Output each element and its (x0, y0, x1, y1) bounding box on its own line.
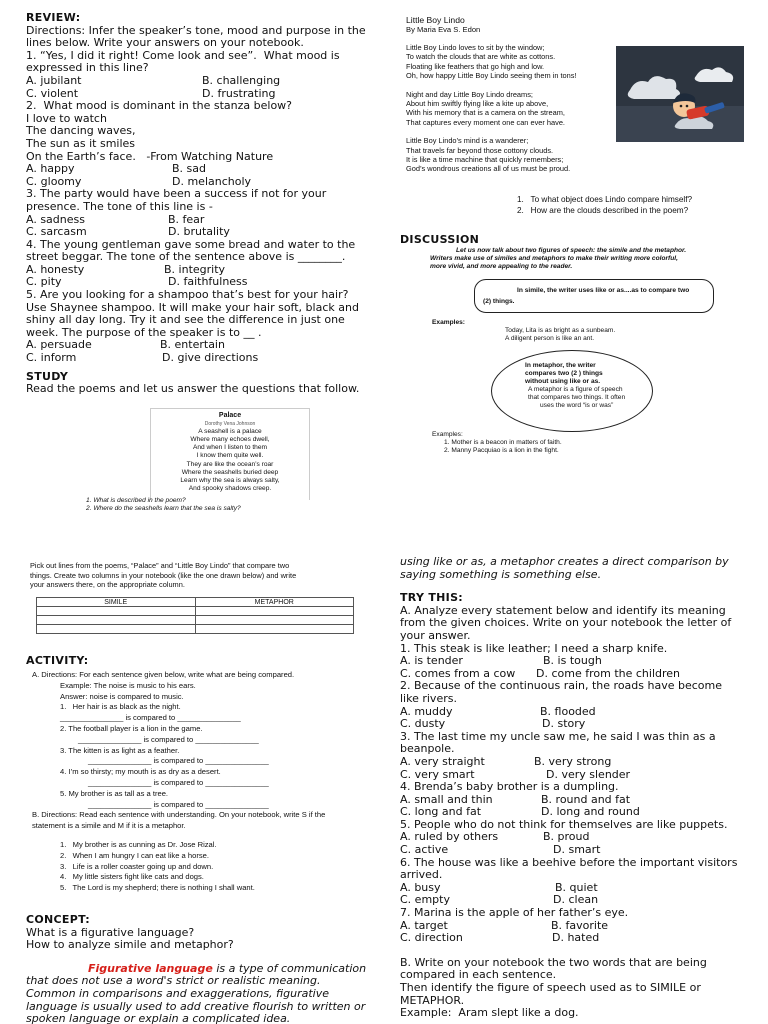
poem-line: I know them quite well. (196, 452, 264, 460)
try-this-heading: TRY THIS: (400, 591, 463, 605)
option: C. violent (26, 86, 79, 100)
option: B. sad (172, 162, 206, 176)
option: A. sadness (26, 212, 85, 226)
try-q5: 5. People who do not think for themselves are like puppets. (400, 817, 728, 831)
try-a-directions: A. Analyze every statement below and identify its meaning (400, 603, 726, 617)
review-q5-line: week. The purpose of the speaker is to __ . (26, 325, 262, 339)
option: B. challenging (202, 73, 281, 87)
lindo-line: It is like a time machine that quickly remembers; (406, 155, 564, 165)
option: A. muddy (400, 704, 453, 718)
review-q1-line2: expressed in this line? (26, 61, 149, 75)
try-b-directions: compared in each sentence. (400, 968, 557, 982)
lindo-author: By Maria Eva S. Edon (406, 25, 481, 34)
option-row (26, 75, 368, 88)
review-q2-line: I love to watch (26, 111, 107, 125)
try-q2: like rivers. (400, 691, 457, 705)
option: D. come from the children (536, 666, 680, 680)
metaphor-line: A metaphor is a figure of speech (528, 386, 623, 394)
poem-title: Palace (218, 412, 242, 419)
option: D. faithfulness (168, 275, 248, 289)
pick-line: Pick out lines from the poems, “Palace” and “Little Boy Lindo” that compare two (30, 561, 290, 570)
table-cell (195, 607, 354, 616)
discussion-intro-line: more vivid, and more appealing to the reader. (430, 263, 573, 271)
option: D. give directions (162, 351, 259, 365)
option: A. ruled by others (400, 830, 499, 844)
option: A. happy (26, 162, 75, 176)
option: B. round and fat (541, 792, 631, 806)
col-simile: SIMILE (37, 598, 196, 607)
option: C. comes from a cow (400, 666, 516, 680)
lindo-line: Floating like feathers that go high and low. (406, 61, 545, 71)
try-q6: 6. The house was like a beehive before the important visitors (400, 855, 738, 869)
lindo-questions (517, 194, 757, 216)
try-q3: 3. The last time my uncle saw me, he said I was thin as a (400, 729, 716, 743)
metaphor-example: 2. Manny Pacquiao is a lion in the fight. (444, 447, 559, 455)
option: A. busy (400, 880, 441, 894)
palace-poem (150, 412, 310, 493)
lindo-line: With his memory that is a camera on the stream, (406, 108, 565, 118)
lindo-line: Oh, how happy Little Boy Lindo seeing them in tons! (406, 71, 577, 81)
concept-text: that does not use a word's strict or realistic meaning. (26, 974, 321, 988)
review-q1-line1: 1. “Yes, I did it right! Come look and see”. What mood is (26, 48, 340, 62)
pick-instructions (30, 561, 360, 590)
metaphor-definition (500, 362, 650, 411)
option: D. brutality (168, 225, 230, 239)
activity-b-item: 5. The Lord is my shepherd; there is nothing I shall want. (60, 883, 255, 893)
lindo-line: Night and day Little Boy Lindo dreams; (406, 89, 533, 99)
simile-definition (483, 285, 713, 307)
try-a-directions: from the given choices. Write on your notebook the letter of (400, 616, 732, 630)
concept-heading: CONCEPT: (26, 913, 90, 926)
lindo-poem (406, 15, 646, 174)
activity-b-item: 4. My little sisters fight like cats and dogs. (60, 872, 204, 882)
activity-a (32, 670, 372, 894)
option: C. pity (26, 275, 62, 289)
table-cell (37, 607, 196, 616)
concept-section (26, 914, 368, 1024)
review-q2-line: The sun as it smiles (26, 136, 136, 150)
lindo-question: 1. To what object does Lindo compare himself? (517, 195, 693, 204)
option: B. fear (168, 212, 205, 226)
option: B. entertain (160, 338, 225, 352)
option-row (400, 769, 742, 782)
activity-item: 3. The kitten is as light as a feather. (60, 745, 180, 755)
option: D. hated (552, 931, 600, 945)
option-row (26, 276, 368, 289)
try-a-directions: your answer. (400, 628, 471, 642)
option-row (400, 894, 742, 907)
poem-line: They are like the ocean’s roar (186, 460, 274, 468)
option: D. clean (553, 893, 599, 907)
option-row (26, 88, 368, 101)
option: C. direction (400, 931, 463, 945)
try-b-directions: METAPHOR. (400, 993, 465, 1007)
lindo-line: Little Boy Lindo loves to sit by the window; (406, 43, 545, 52)
concept-text: Common in comparisons and exaggerations, figurative (26, 986, 329, 1000)
option-row (26, 226, 368, 239)
try-b-directions: Then identify the figure of speech used as to SIMILE or (400, 981, 701, 994)
col-metaphor: METAPHOR (195, 598, 354, 607)
activity-b-directions: B. Directions: Read each sentence with understanding. On your notebook, write S if the (32, 810, 326, 820)
review-q5-line: 5. Are you looking for a shampoo that’s best for your hair? (26, 288, 349, 302)
activity-blank: _______________ is compared to _______________ (88, 756, 269, 766)
option: C. gloomy (26, 174, 82, 188)
table-cell (37, 616, 196, 625)
option: C. dusty (400, 717, 446, 731)
review-q4-line: 4. The young gentleman gave some bread and water to the (26, 237, 356, 251)
activity-item: 2. The football player is a lion in the game. (60, 723, 203, 733)
option: D. story (542, 717, 586, 731)
option: D. melancholy (172, 174, 252, 188)
option: B. quiet (555, 880, 598, 894)
poem-line: A seashell is a palace (198, 428, 262, 436)
figurative-language-term: Figurative language (88, 961, 213, 975)
poem-line: Learn why the sea is always salty, (180, 476, 280, 484)
table-cell (195, 616, 354, 625)
option: B. integrity (164, 262, 226, 276)
poem-line: And when I listen to them (192, 444, 268, 452)
simile-definition-line: In simile, the writer uses like or as....as to compare two (517, 287, 690, 294)
option: A. persuade (26, 338, 92, 352)
boy-flying-illustration (616, 46, 744, 142)
simile-definition-line: (2) things. (483, 298, 515, 305)
simile-example: Today, Lita is as bright as a sunbeam. (505, 327, 616, 334)
discussion-heading: DISCUSSION (400, 233, 480, 246)
concept-question: How to analyze simile and metaphor? (26, 938, 234, 952)
option-row (26, 176, 368, 189)
review-q5-line: Use Shaynee shampoo. It will make your hair soft, black and (26, 300, 359, 314)
lindo-line: Little Boy Lindo’s mind is a wanderer; (406, 136, 529, 146)
poem-line: Where many echoes dwell, (190, 436, 270, 444)
option: D. frustrating (202, 86, 276, 100)
option: B. flooded (540, 704, 596, 718)
option-row (400, 844, 742, 857)
table-cell (195, 625, 354, 634)
review-q2-line: The dancing waves, (26, 124, 136, 138)
metaphor-line: In metaphor, the writer (525, 362, 596, 369)
discussion-intro-line: Writers make use of similes and metaphors to make their writing more colorful, (430, 255, 678, 263)
lindo-title: Little Boy Lindo (406, 15, 465, 25)
option-row (26, 352, 368, 365)
concept-question: What is a figurative language? (26, 925, 195, 939)
try-q4: 4. Brenda’s baby brother is a dumpling. (400, 780, 619, 794)
option-row (26, 163, 368, 176)
try-q3: beanpole. (400, 742, 455, 756)
activity-b-directions: statement is a simile and M if it is a metaphor. (32, 821, 186, 831)
simile-metaphor-table (36, 597, 354, 634)
activity-blank: _______________ is compared to _______________ (88, 777, 269, 787)
concept-text: is a type of communication (212, 961, 367, 975)
poem-line: Where the seashells buried deep (181, 468, 279, 476)
option-row (400, 756, 742, 769)
activity-blank: _______________ is compared to _______________ (60, 713, 241, 723)
discussion-intro (430, 247, 740, 271)
option: B. is tough (543, 654, 602, 668)
review-q3-line: 3. The party would have been a success if not for your (26, 187, 327, 201)
option: A. small and thin (400, 792, 493, 806)
option: A. target (400, 918, 448, 932)
activity-b-item: 3. Life is a roller coaster going up and down. (60, 861, 214, 871)
option-row (400, 932, 742, 945)
study-text: Read the poems and let us answer the questions that follow. (26, 382, 360, 396)
lindo-line: God’s wondrous creations all of us must be proud. (406, 164, 571, 174)
review-section (26, 12, 368, 396)
option: D. long and round (541, 805, 640, 819)
palace-question: 2. Where do the seashells learn that the sea is salty? (86, 505, 241, 513)
activity-blank: _______________ is compared to _______________ (78, 734, 259, 744)
option: A. very straight (400, 754, 485, 768)
poem-line: And spooky shadows creep. (188, 484, 272, 492)
activity-b-item: 2. When I am hungry I can eat like a horse. (60, 850, 209, 860)
metaphor-line: uses the word “is or was” (540, 402, 614, 410)
activity-a-directions: A. Directions: For each sentence given below, write what are being compared. (32, 670, 295, 679)
option: B. very strong (534, 754, 612, 768)
metaphor-examples-label: Examples: (432, 431, 463, 438)
option: C. empty (400, 893, 450, 907)
try-b-directions: B. Write on your notebook the two words that are being (400, 955, 707, 969)
lindo-line: That travels far beyond those cottony clouds. (406, 145, 554, 155)
activity-b-item: 1. My brother is as cunning as Dr. Jose Rizal. (60, 839, 217, 849)
discussion-intro-line: Let us now talk about two figures of speech: the simile and the metaphor. (456, 247, 687, 254)
lindo-line: That captures every moment one can ever have. (406, 117, 565, 127)
activity-item: 1. Her hair is as black as the night. (60, 702, 181, 712)
review-directions-2: lines below. Write your answers on your notebook. (26, 36, 304, 50)
try-this-section (400, 556, 742, 1020)
pick-line: things. Create two columns in your notebook (like the one drawn below) and write (30, 570, 297, 580)
option: A. honesty (26, 262, 85, 276)
lindo-line: To watch the clouds that are white as cottons. (406, 52, 556, 62)
poem-author: Dorothy Vena Johnson (204, 421, 256, 428)
activity-item: 5. My brother is as tall as a tree. (60, 788, 169, 798)
concept-text: language is usually used to add creative flourish to written or (26, 999, 366, 1013)
palace-questions (86, 497, 326, 513)
metaphor-line: that compares two things. It often (528, 394, 626, 402)
option: B. favorite (551, 918, 609, 932)
metaphor-continued: saying something is something else. (400, 567, 602, 581)
examples-label: Examples: (432, 319, 465, 326)
metaphor-line: without using like or as. (525, 378, 601, 386)
option-row (400, 655, 742, 668)
option-row (400, 718, 742, 731)
try-q7: 7. Marina is the apple of her father’s eye. (400, 906, 629, 920)
review-directions-1: Directions: Infer the speaker’s tone, mood and purpose in the (26, 23, 366, 37)
review-q5-line: shiny all day long. Try it and see the difference in just one (26, 313, 345, 327)
option: C. very smart (400, 767, 475, 781)
metaphor-line: compares two (2 ) things (525, 370, 603, 378)
activity-heading: ACTIVITY: (26, 654, 89, 667)
review-q2-line: 2. What mood is dominant in the stanza below? (26, 99, 293, 113)
review-q4-line: street beggar. The tone of the sentence above is ________. (26, 250, 346, 264)
option: D. very slender (546, 767, 631, 781)
review-q2-line: On the Earth’s face. -From Watching Nature (26, 149, 274, 163)
palace-question: 1. What is described in the poem? (86, 497, 186, 504)
option: A. jubilant (26, 73, 82, 87)
try-b-example: Example: Aram slept like a dog. (400, 1006, 579, 1020)
lindo-question: 2. How are the clouds described in the poem? (517, 206, 689, 215)
metaphor-example: 1. Mother is a beacon in matters of faith. (444, 439, 562, 447)
activity-item: 4. I’m so thirsty; my mouth is as dry as a desert. (60, 767, 221, 777)
option: C. inform (26, 351, 77, 365)
simile-examples (505, 327, 735, 343)
study-heading: STUDY (26, 369, 69, 383)
concept-text: spoken language or explain a complicated idea. (26, 1012, 291, 1024)
option: C. sarcasm (26, 225, 87, 239)
option: C. long and fat (400, 805, 482, 819)
metaphor-continued: using like or as, a metaphor creates a direct comparison by (400, 555, 729, 568)
review-heading: REVIEW: (26, 11, 81, 24)
option: B. proud (543, 830, 590, 844)
metaphor-examples (432, 431, 692, 455)
table-cell (37, 625, 196, 634)
activity-blank: _______________ is compared to _______________ (88, 799, 269, 809)
simile-example: A diligent person is like an ant. (505, 335, 595, 343)
try-q6: arrived. (400, 868, 443, 882)
option-row (400, 668, 742, 681)
option: D. smart (553, 843, 601, 857)
option: A. is tender (400, 654, 463, 668)
lindo-line: About him swiftly flying like a kite up above, (406, 99, 549, 109)
try-q1: 1. This steak is like leather; I need a sharp knife. (400, 641, 668, 655)
try-q2: 2. Because of the continuous rain, the roads have become (400, 679, 722, 693)
activity-example: Example: The noise is music to his ears. (60, 680, 196, 690)
option: C. active (400, 843, 449, 857)
option-row (400, 806, 742, 819)
pick-line: your answers there, on the appropriate column. (30, 580, 185, 590)
activity-answer: Answer: noise is compared to music. (60, 691, 184, 701)
review-q3-line: presence. The tone of this line is - (26, 199, 213, 213)
